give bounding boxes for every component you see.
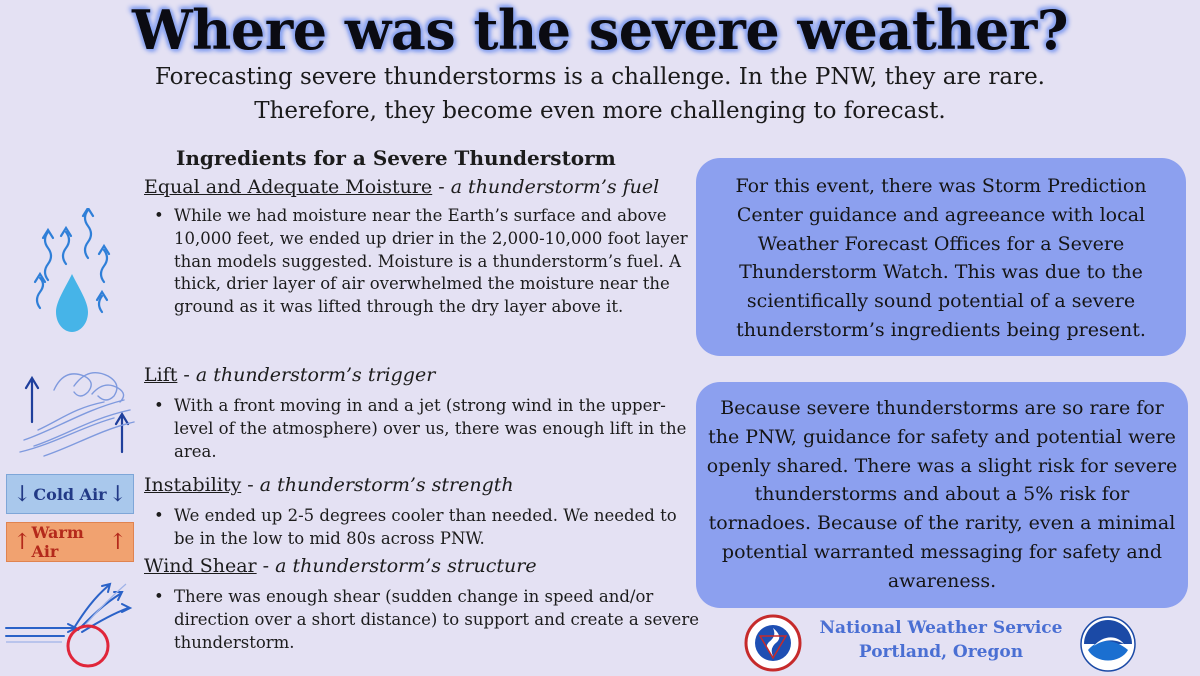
- office-name: National Weather Service: [819, 618, 1063, 638]
- section-lift-bullet: • With a front moving in and a jet (strong wind in the upper-level of the atmosphere) over us, there was enough lift in the area.: [152, 395, 702, 463]
- page-title: Where was the severe weather?: [132, 0, 1068, 62]
- separator: -: [432, 176, 451, 198]
- section-instability-desc: a thunderstorm’s strength: [259, 474, 514, 496]
- noaa-logo-icon: [1080, 616, 1136, 676]
- down-arrow-icon: ↓: [108, 481, 127, 507]
- up-arrow-icon: ↑: [13, 529, 32, 555]
- subtitle: [0, 60, 1200, 128]
- separator: -: [241, 474, 260, 496]
- nws-office-text: [810, 616, 1072, 664]
- up-arrow-icon: ↑: [108, 529, 127, 555]
- down-arrow-icon: ↓: [13, 481, 32, 507]
- section-lift-desc: a thunderstorm’s trigger: [195, 364, 436, 386]
- section-shear-desc: a thunderstorm’s structure: [275, 555, 537, 577]
- section-moisture-heading: [144, 176, 659, 198]
- section-instability-name: Instability: [144, 474, 242, 496]
- event-guidance-panel: For this event, there was Storm Prediction Center guidance and agreeance with local Weather Forecast Offices for a Severe Thunderstorm Watch. This was due to the scientifically sound potential of a severe thunderstorm’s ingredients being present.: [696, 158, 1186, 356]
- warm-air-label: Warm Air: [31, 523, 84, 561]
- separator: -: [256, 555, 276, 577]
- section-moisture-bullet: • While we had moisture near the Earth’s surface and above 10,000 feet, we ended up drier in the 2,000-10,000 foot layer than models suggested. Moisture is a thunderstorm’s fuel. A thick, drier layer of air overwhelmed the moisture near the ground as it was lifted through the dry layer above it.: [152, 205, 702, 319]
- section-lift-heading: [144, 364, 435, 386]
- cold-air-badge: [6, 474, 134, 514]
- nws-logo-icon: [744, 614, 802, 676]
- section-instability-heading: [144, 474, 514, 496]
- section-moisture-name: Equal and Adequate Moisture: [144, 176, 433, 198]
- cold-air-label: Cold Air: [33, 484, 107, 504]
- separator: -: [177, 364, 196, 386]
- office-location: Portland, Oregon: [858, 642, 1024, 662]
- section-shear-name: Wind Shear: [144, 555, 257, 577]
- moisture-icon: [20, 208, 120, 342]
- section-lift-name: Lift: [144, 364, 178, 386]
- lift-wind-icon: [14, 360, 144, 464]
- subtitle-line-1: Forecasting severe thunderstorms is a challenge. In the PNW, they are rare.: [154, 64, 1045, 90]
- section-shear-heading: [144, 555, 537, 577]
- rarity-panel: Because severe thunderstorms are so rare for the PNW, guidance for safety and potential were openly shared. There was a slight risk for severe thunderstorms and about a 5% risk for tornadoes. Because of the rarity, even a minimal potential warranted messaging for safety and awareness.: [696, 382, 1188, 608]
- section-moisture-desc: a thunderstorm’s fuel: [450, 176, 660, 198]
- section-instability-bullet: • We ended up 2-5 degrees cooler than needed. We needed to be in the low to mid 80s across PNW.: [152, 505, 702, 551]
- wind-shear-icon: [4, 572, 138, 676]
- ingredients-heading: Ingredients for a Severe Thunderstorm: [176, 146, 616, 170]
- warm-air-badge: [6, 522, 134, 562]
- subtitle-line-2: Therefore, they become even more challenging to forecast.: [254, 98, 946, 124]
- section-shear-bullet: • There was enough shear (sudden change in speed and/or direction over a short distance) to support and create a severe thunderstorm.: [152, 586, 702, 654]
